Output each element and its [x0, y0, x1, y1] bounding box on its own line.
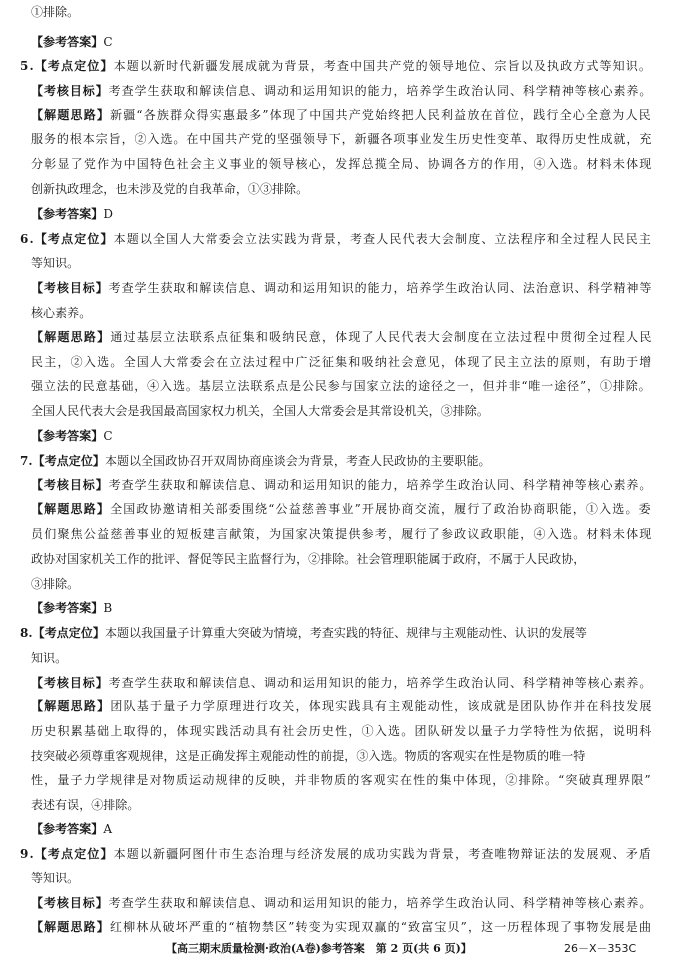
line-text: 通过基层立法联系点征集和吸纳民意，体现了人民代表大会制度在立法过程中贯彻全过程人民	[110, 330, 653, 344]
section-tag: 【考核目标】	[31, 896, 109, 910]
line-text: 考查学生获取和解读信息、调动和运用知识的能力，培养学生政治认同、科学精神等核心素养。	[108, 84, 653, 98]
section-tag: 【解题思路】	[31, 699, 111, 713]
line-text: 考查学生获取和解读信息、调动和运用知识的能力，培养学生政治认同、科学精神等核心素养。	[108, 896, 653, 910]
text-line	[31, 551, 585, 568]
line-text: 本题以新疆阿图什市生态治理与经济发展的成功实践为背景，考查唯物辩证法的发展观、矛盾	[113, 847, 653, 861]
line-text: 红柳林从破坏严重的“植物禁区”转变为实现双赢的“致富宝贝”，这一历程体现了事物发展是曲	[109, 920, 653, 934]
text-line	[20, 625, 587, 642]
line-text: 分彰显了党作为中国特色社会主义事业的领导核心，发挥总揽全局、协调各方的作用，④入选。材料未体现	[31, 157, 653, 171]
text-line	[20, 231, 652, 248]
answer-label: 【参考答案】	[31, 35, 104, 49]
answer-label: 【参考答案】	[31, 822, 104, 836]
line-text: 全国人民代表大会是我国最高国家权力机关，全国人大常委会是其常设机关，③排除。	[31, 404, 489, 418]
line-text: 员们聚焦公益慈善事业的短板建言献策，为国家决策提供参考，履行了参政议政职能，④入选。材料未体现	[31, 527, 653, 541]
line-text: ③排除。	[31, 577, 80, 591]
line-text: 知识。	[31, 651, 68, 665]
section-tag: 【考核目标】	[31, 281, 109, 295]
section-tag: 【考点定位】	[32, 454, 105, 468]
footer-title: 【高三期末质量检测·政治(A卷)参考答案 第 2 页(共 6 页)】	[166, 942, 472, 955]
answer-line	[31, 600, 112, 617]
section-tag: 【考核目标】	[31, 676, 109, 690]
text-line	[31, 650, 67, 667]
text-line	[31, 4, 79, 21]
section-tag: 【考点定位】	[34, 232, 114, 246]
text-line	[31, 280, 652, 297]
answer-label: 【参考答案】	[31, 601, 104, 615]
answer-line	[31, 428, 113, 445]
line-text: 服务的根本宗旨，②入选。在中国共产党的坚强领导下，新疆各项事业发生历史性变革、取得历史性成就，充	[31, 132, 653, 146]
text-line	[31, 403, 489, 420]
section-tag: 【考核目标】	[31, 84, 109, 98]
line-text: 本题以我国量子计算重大突破为情境，考查实践的特征、规律与主观能动性、认识的发展等	[104, 626, 587, 640]
text-line	[31, 131, 652, 148]
line-text: 本题以全国政协召开双周协商座谈会为背景，考查人民政协的主要职能。	[104, 454, 491, 468]
answer-line	[31, 206, 113, 223]
text-line	[31, 797, 139, 814]
line-text: 等知识。	[31, 871, 80, 885]
text-line	[20, 58, 652, 75]
text-line	[31, 772, 652, 789]
text-line	[31, 181, 308, 198]
question-number: 6.	[20, 232, 35, 246]
line-text: 技突破必须尊重客观规律，这是正确发挥主观能动性的前提，③入选。物质的客观实在性是物质的唯一特	[31, 749, 586, 763]
section-tag: 【解题思路】	[31, 920, 110, 934]
text-line	[31, 477, 652, 494]
text-line	[31, 895, 652, 912]
line-text: 强立法的民意基础，④入选。基层立法联系点是公民参与国家立法的途径之一，但并非“唯一途径”，①排除。	[31, 379, 652, 393]
line-text: 考查学生获取和解读信息、调动和运用知识的能力，培养学生政治认同、科学精神等核心素养。	[108, 676, 653, 690]
line-text: 团队基于量子力学原理进行攻关，体现实践具有主观能动性，该成就是团队协作并在科技发展	[110, 699, 653, 713]
answer-value: A	[103, 822, 113, 836]
footer-code: 26－X－353C	[564, 942, 637, 955]
text-line	[31, 156, 653, 173]
line-text: 等知识。	[31, 256, 80, 270]
text-line	[31, 255, 79, 272]
text-line	[31, 576, 79, 593]
answer-label: 【参考答案】	[31, 429, 104, 443]
text-line	[31, 723, 653, 740]
line-text: 考查学生获取和解读信息、调动和运用知识的能力，培养学生政治认同、法治意识、科学精神等	[108, 281, 653, 295]
question-number: 5.	[20, 59, 35, 73]
line-text: 考查学生获取和解读信息、调动和运用知识的能力，培养学生政治认同、科学精神等核心素养。	[108, 478, 653, 492]
line-text: 政协对国家机关工作的批评、督促等民主监督行为，②排除。社会管理职能属于政府，不属于人民政协，	[31, 552, 586, 566]
section-tag: 【考点定位】	[34, 847, 114, 861]
section-tag: 【考点定位】	[34, 59, 114, 73]
line-text: 本题以全国人大常委会立法实践为背景，考查人民代表大会制度、立法程序和全过程人民民主	[113, 232, 653, 246]
answer-value: C	[103, 429, 113, 443]
question-number: 7.	[20, 454, 33, 468]
text-line	[31, 870, 79, 887]
line-text: 创新执政理念，也未涉及党的自我革命，①③排除。	[31, 182, 309, 196]
line-text: 性，量子力学规律是对物质运动规律的反映，并非物质的客观实在性的集中体现，②排除。“突破真理界限”	[31, 773, 652, 787]
line-text: 核心素养。	[31, 306, 92, 320]
line-text: 历史积累基础上取得的，体现实践活动具有社会历史性，①入选。团队研发以量子力学特性为依据，说明科	[31, 724, 653, 738]
answer-line	[31, 34, 113, 51]
section-tag: 【解题思路】	[31, 330, 111, 344]
section-tag: 【解题思路】	[31, 108, 111, 122]
line-text: 全国政协邀请相关部委围绕“公益慈善事业”开展协商交流，履行了政治协商职能，①入选。委	[110, 502, 652, 516]
text-line	[31, 748, 585, 765]
section-tag: 【解题思路】	[31, 502, 111, 516]
text-line	[31, 354, 653, 371]
answer-label: 【参考答案】	[31, 207, 104, 221]
text-line	[31, 378, 652, 395]
line-text: ①排除。	[31, 5, 80, 19]
text-line	[20, 453, 491, 470]
text-line	[31, 107, 652, 124]
section-tag: 【考点定位】	[32, 626, 105, 640]
text-line	[31, 329, 653, 346]
text-line	[31, 83, 652, 100]
text-line	[31, 698, 653, 715]
text-line	[31, 305, 91, 322]
page-footer	[0, 940, 677, 958]
section-tag: 【考核目标】	[31, 478, 109, 492]
question-number: 9.	[20, 847, 35, 861]
line-text: 本题以新时代新疆发展成就为背景，考查中国共产党的领导地位、宗旨以及执政方式等知识。	[113, 59, 653, 73]
line-text: 表述有误，④排除。	[31, 798, 140, 812]
line-text: 民主，②入选。全国人大常委会在立法过程中广泛征集和吸纳社会意见，体现了民主立法的原则，有助于增	[31, 355, 653, 369]
text-line	[31, 675, 652, 692]
answer-value: C	[103, 35, 113, 49]
text-line	[31, 526, 653, 543]
answer-value: D	[103, 207, 113, 221]
answer-value: B	[103, 601, 113, 615]
text-line	[31, 501, 652, 518]
line-text: 新疆“各族群众得实惠最多”体现了中国共产党始终把人民利益放在首位，践行全心全意为人民	[110, 108, 652, 122]
answer-line	[31, 821, 112, 838]
text-line	[31, 919, 652, 936]
question-number: 8.	[20, 626, 33, 640]
text-line	[20, 846, 652, 863]
